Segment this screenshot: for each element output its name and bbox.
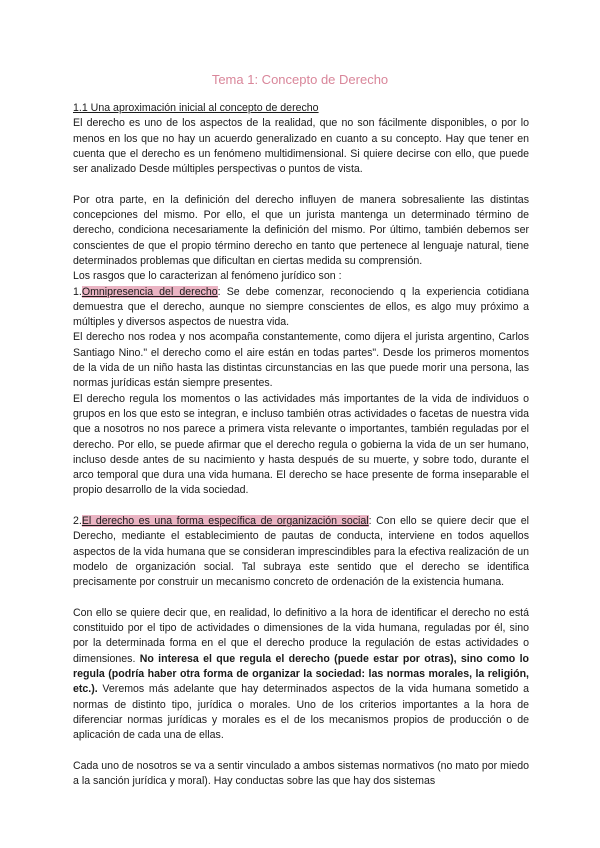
list-item-2 <box>73 514 529 590</box>
list-item-2-number: 2. <box>73 515 82 528</box>
list-item-2-text: : Con ello se quiere decir que el Derecho, mediante el establecimiento de pautas de conducta, interviene en todos aquellos aspectos de la vida humana que se consideran imprescindibles para la efectiva realización de un modelo de organización social. Tal subraya este sentido que el derecho se identifica precisamente por construir un mecanismo concreto de ordenación de la existencia humana. <box>73 515 529 589</box>
document-title: Tema 1: Concepto de Derecho <box>211 72 389 87</box>
list-item-1-title: Omnipresencia del derecho <box>81 285 218 298</box>
paragraph-6-bold: No interesa el que regula el derecho (puede estar por otras), sino como lo regula (podría haber otra forma de organizar la sociedad: las normas morales, la religión, etc.). <box>73 652 529 696</box>
paragraph-6-text-a: Con ello se quiere decir que, en realidad, lo definitivo a la hora de identificar el derecho no está constituido por el tipo de actividades o dimensiones de la vida humana, reguladas por él, sino por la determinada forma en el que el derecho produce la regulación de estas actividades o dimensiones. <box>73 606 529 665</box>
paragraph-5: El derecho regula los momentos o las actividades más importantes de la vida de individuos o grupos en los que esto se integran, e incluso también otras actividades o facetas de nuestra vida que a nosotros no nos parece a primera vista relevante o importantes, también reguladas por el derecho. Por ello, se puede afirmar que el derecho regula o gobierna la vida de un ser humano, incluso desde antes de su nacimiento y hasta después de su muerte, y sobre todo, durante el arco temporal que dura una vida humana. El derecho se hace presente de forma inseparable el propio desarrollo de la vida sociedad. <box>73 392 529 497</box>
paragraph-2: Por otra parte, en la definición del derecho influyen de manera sobresaliente las distintas concepciones del mismo. Por ello, el que un jurista mantenga un determinado término de derecho, condiciona necesariamente la definición del mismo. Por último, también debemos ser conscientes de que el propio término derecho en tanto que pertenece al lenguaje natural, tiene determinados problemas que dificultan en ciertas medida su comprensión. <box>73 193 529 267</box>
paragraph-3: Los rasgos que lo caracterizan al fenómeno jurídico son : <box>73 270 342 283</box>
paragraph-1: El derecho es uno de los aspectos de la realidad, que no son fácilmente disponibles, o por lo menos en los que no hay un acuerdo generalizado en cuanto a su concepto. Hay que tener en cuenta que el derecho es un fenómeno multidimensional. Si quiere decirse con ello, que puede ser analizado Desde múltiples perspectivas o puntos de vista. <box>73 117 529 176</box>
paragraph-6 <box>73 606 529 744</box>
list-item-2-title: El derecho es una forma específica de organización social <box>81 515 369 528</box>
paragraph-4: El derecho nos rodea y nos acompaña constantemente, como dijera el jurista argentino, Carlos Santiago Nino." el derecho como el aire están en todas partes". Desde los primeros momentos de la vida de un niño hasta las distintas circunstancias en las que puede morir una persona, las normas jurídicas están siempre presentes. <box>73 331 529 390</box>
paragraph-6-text-b: Veremos más adelante que hay determinados aspectos de la vida humana sometido a normas de distinto tipo, jurídica o morales. Uno de los criterios importantes a la hora de diferenciar normas jurídicas y morales es el de los mecanismos propios de producción o de aplicación de cada una de ellas. <box>73 683 529 742</box>
list-item-1 <box>73 285 529 331</box>
list-item-1-number: 1. <box>73 285 82 298</box>
list-item-1-text: : Se debe comenzar, reconociendo q la experiencia cotidiana demuestra que el derecho, aunque no siempre conscientes de ellos, es algo muy próximo a múltiples y diversos aspectos de nuestra vida. <box>73 285 529 329</box>
document-body <box>73 101 529 789</box>
section-heading: 1.1 Una aproximación inicial al concepto de derecho <box>73 102 319 114</box>
paragraph-7: Cada uno de nosotros se va a sentir vinculado a ambos sistemas normativos (no mato por miedo a la sanción jurídica y moral). Hay conductas sobre las que hay dos sistemas <box>73 759 529 788</box>
